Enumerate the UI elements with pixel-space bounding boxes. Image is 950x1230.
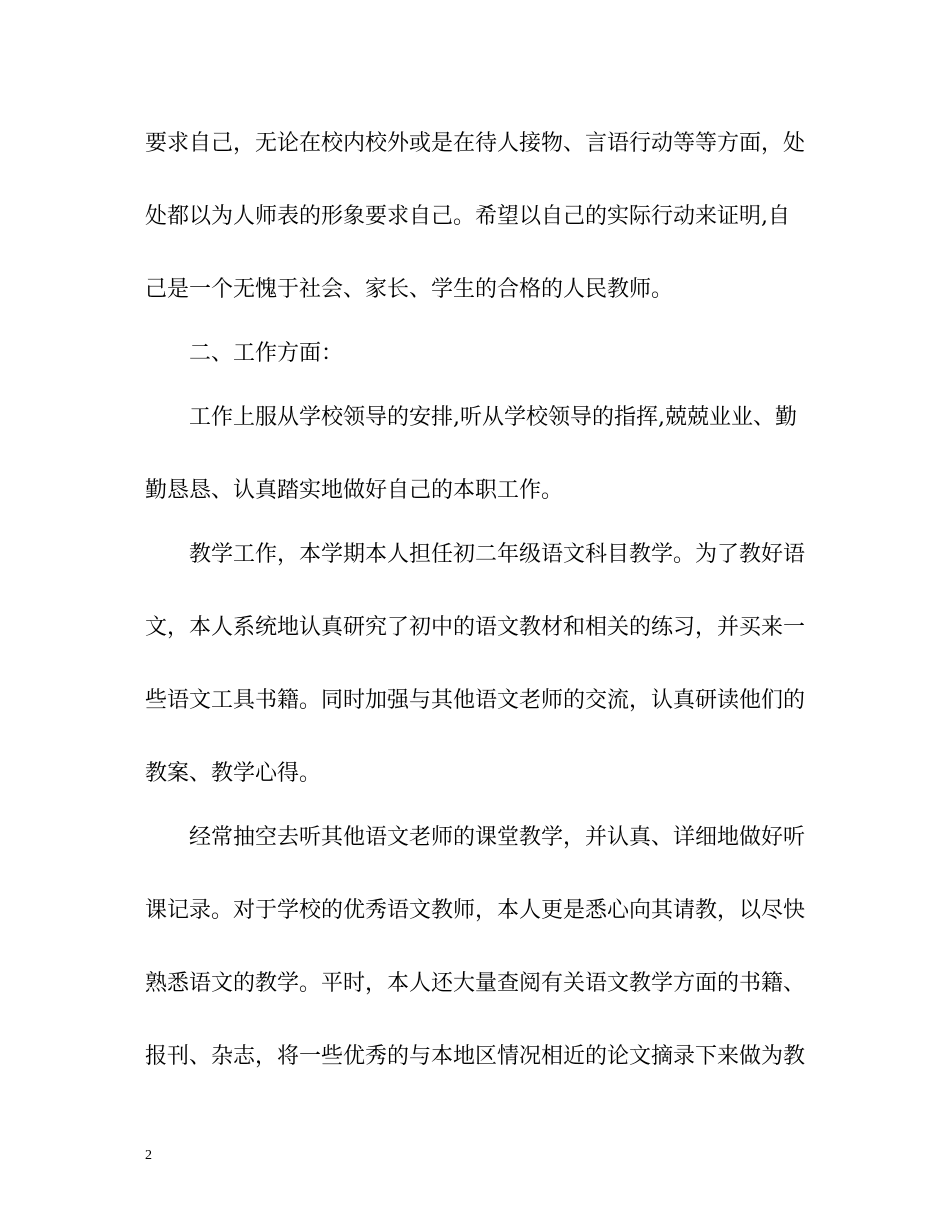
- text-line: 课记录。对于学校的优秀语文教师，本人更是悉心向其请教，以尽快: [145, 898, 805, 923]
- body-text: [145, 118, 805, 1104]
- text-line: 处都以为人师表的形象要求自己。希望以自己的实际行动来证明,自: [145, 204, 790, 229]
- text-line: 文，本人系统地认真研究了初中的语文教材和相关的练习，并买来一: [145, 615, 805, 640]
- text-line: 经常抽空去听其他语文老师的课堂教学，并认真、详细地做好听: [189, 825, 805, 850]
- section-heading: 二、工作方面：: [189, 341, 344, 366]
- text-line: 勤恳恳、认真踏实地做好自己的本职工作。: [145, 478, 564, 503]
- text-line: 己是一个无愧于社会、家长、学生的合格的人民教师。: [145, 277, 674, 302]
- text-line: 报刊、杂志，将一些优秀的与本地区情况相近的论文摘录下来做为教: [145, 1044, 805, 1069]
- text-line: 些语文工具书籍。同时加强与其他语文老师的交流，认真研读他们的: [145, 688, 805, 713]
- text-line: 熟悉语文的教学。平时，本人还大量查阅有关语文教学方面的书籍、: [145, 971, 805, 996]
- text-line: 工作上服从学校领导的安排,听从学校领导的指挥,兢兢业业、勤: [189, 405, 797, 430]
- text-line: 教学工作，本学期本人担任初二年级语文科目教学。为了教好语: [189, 542, 805, 567]
- text-line: 教案、教学心得。: [145, 761, 322, 786]
- page-number: 2: [145, 1148, 152, 1163]
- text-line: 要求自己，无论在校内校外或是在待人接物、言语行动等等方面，处: [145, 131, 805, 156]
